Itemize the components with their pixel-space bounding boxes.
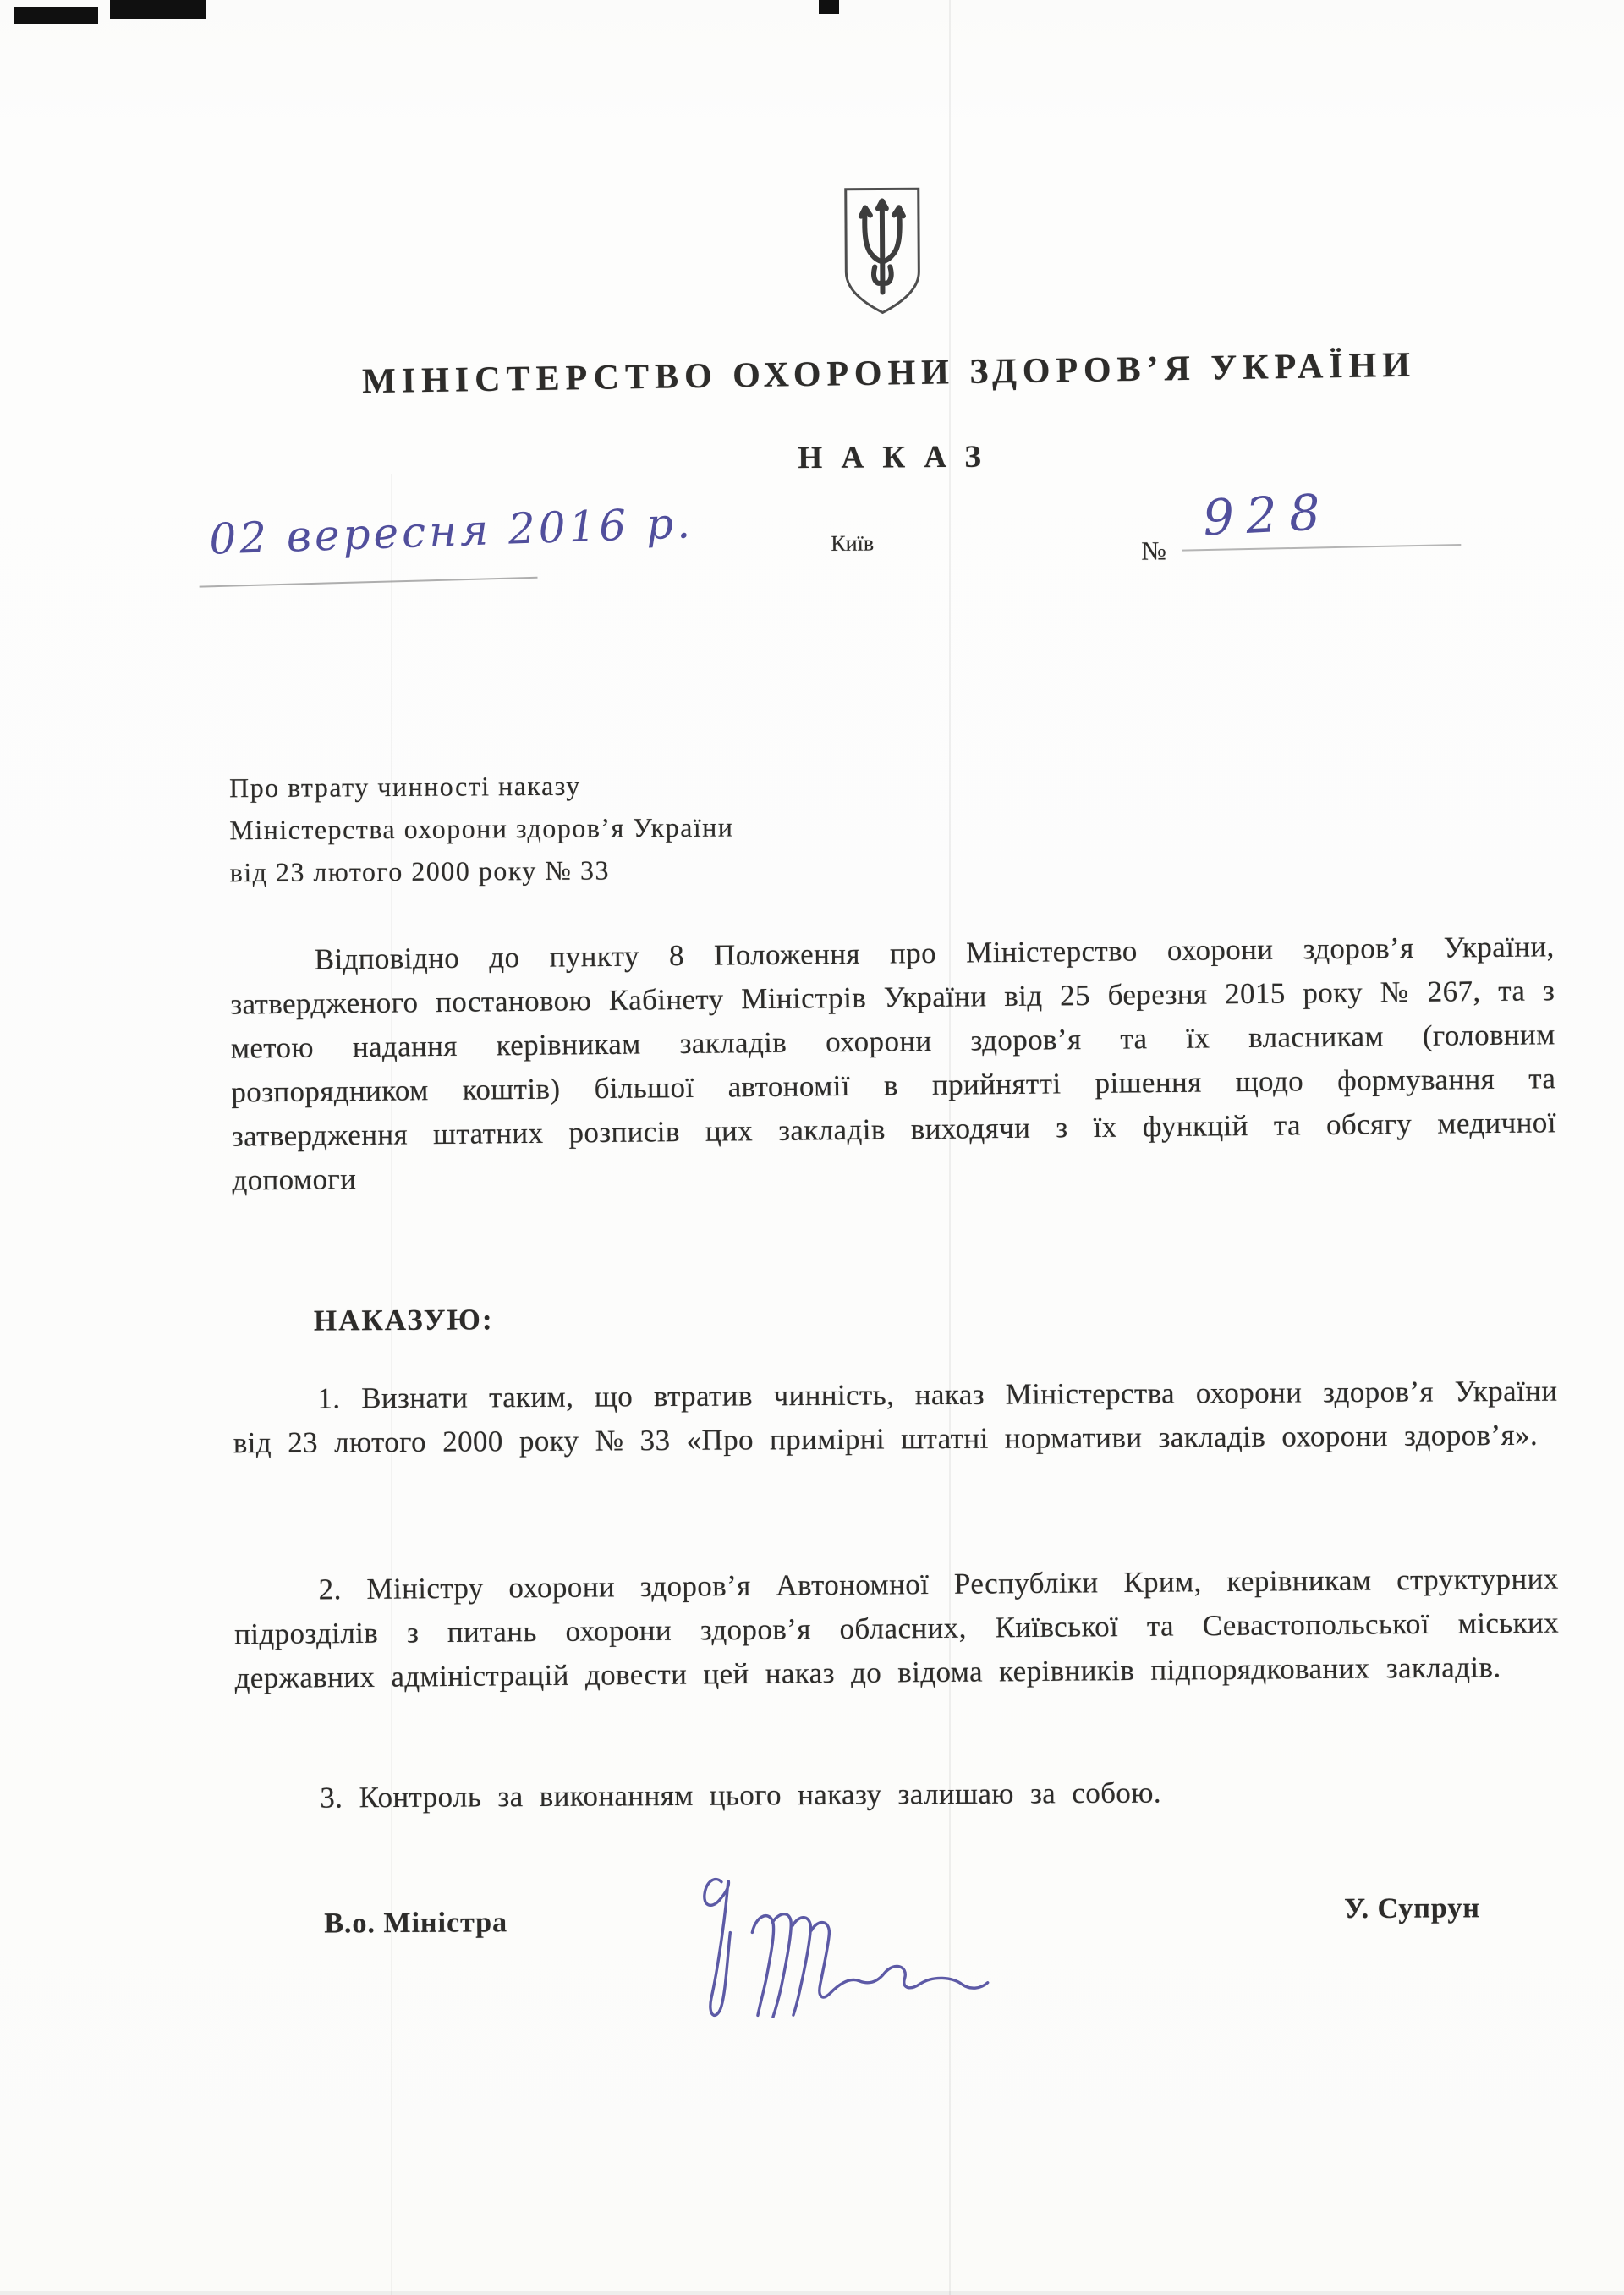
order-item-3: 3. Контроль за виконанням цього наказу залишаю за собою. — [320, 1776, 1162, 1815]
handwritten-signature-scribble — [689, 1851, 1029, 2034]
preamble-paragraph: Відповідно до пункту 8 Положення про Міністерство охорони здоров’я України, затвердженого постановою Кабінету Міністрів України від 25 березня 2015 року № 267, та з метою надання керівникам закладів охорони здоров’я та їх власникам (головним розпорядником коштів) більшої автономії в прийнятті рішення щодо формування та затвердження штатних розписів цих закладів виходячи з їх функцій та обсягу медичної допомоги — [230, 930, 1557, 1197]
order-item-2: 2. Міністру охорони здоров’я Автономної Республіки Крим, керівникам структурних підрозділів з питань охорони здоров’я обласних, Київської та Севастопольської міських державних адміністрацій довести цей наказ до відома керівників підпорядкованих закладів. — [233, 1562, 1560, 1695]
handwritten-number: 928 — [1201, 482, 1334, 547]
ministry-title: МІНІСТЕРСТВО ОХОРОНИ ЗДОРОВ’Я УКРАЇНИ — [361, 345, 1417, 402]
subject-block — [229, 762, 991, 893]
signer-name: У. Супрун — [1344, 1892, 1481, 1925]
subject-line: від 23 лютого 2000 року № 33 — [229, 854, 611, 888]
doc-type-heading: НАКАЗ — [798, 439, 1001, 476]
subject-line: Міністерства охорони здоров’я України — [229, 811, 734, 846]
ukraine-trident-icon — [837, 184, 928, 322]
number-sign: № — [1141, 535, 1167, 566]
order-item-1: 1. Визнати таким, що втратив чинність, наказ Міністерства охорони здоров’я України від 23 лютого 2000 року № 33 «Про примірні штатні нормативи закладів охорони здоров’я». — [233, 1374, 1558, 1460]
order-heading: НАКАЗУЮ: — [313, 1303, 494, 1337]
date-underline — [200, 577, 538, 588]
signer-position-title: В.о. Міністра — [324, 1907, 508, 1940]
handwritten-date: 02 вересня 2016 р. — [208, 498, 694, 564]
city-label: Київ — [831, 530, 875, 556]
subject-line: Про втрату чинності наказу — [228, 770, 581, 804]
